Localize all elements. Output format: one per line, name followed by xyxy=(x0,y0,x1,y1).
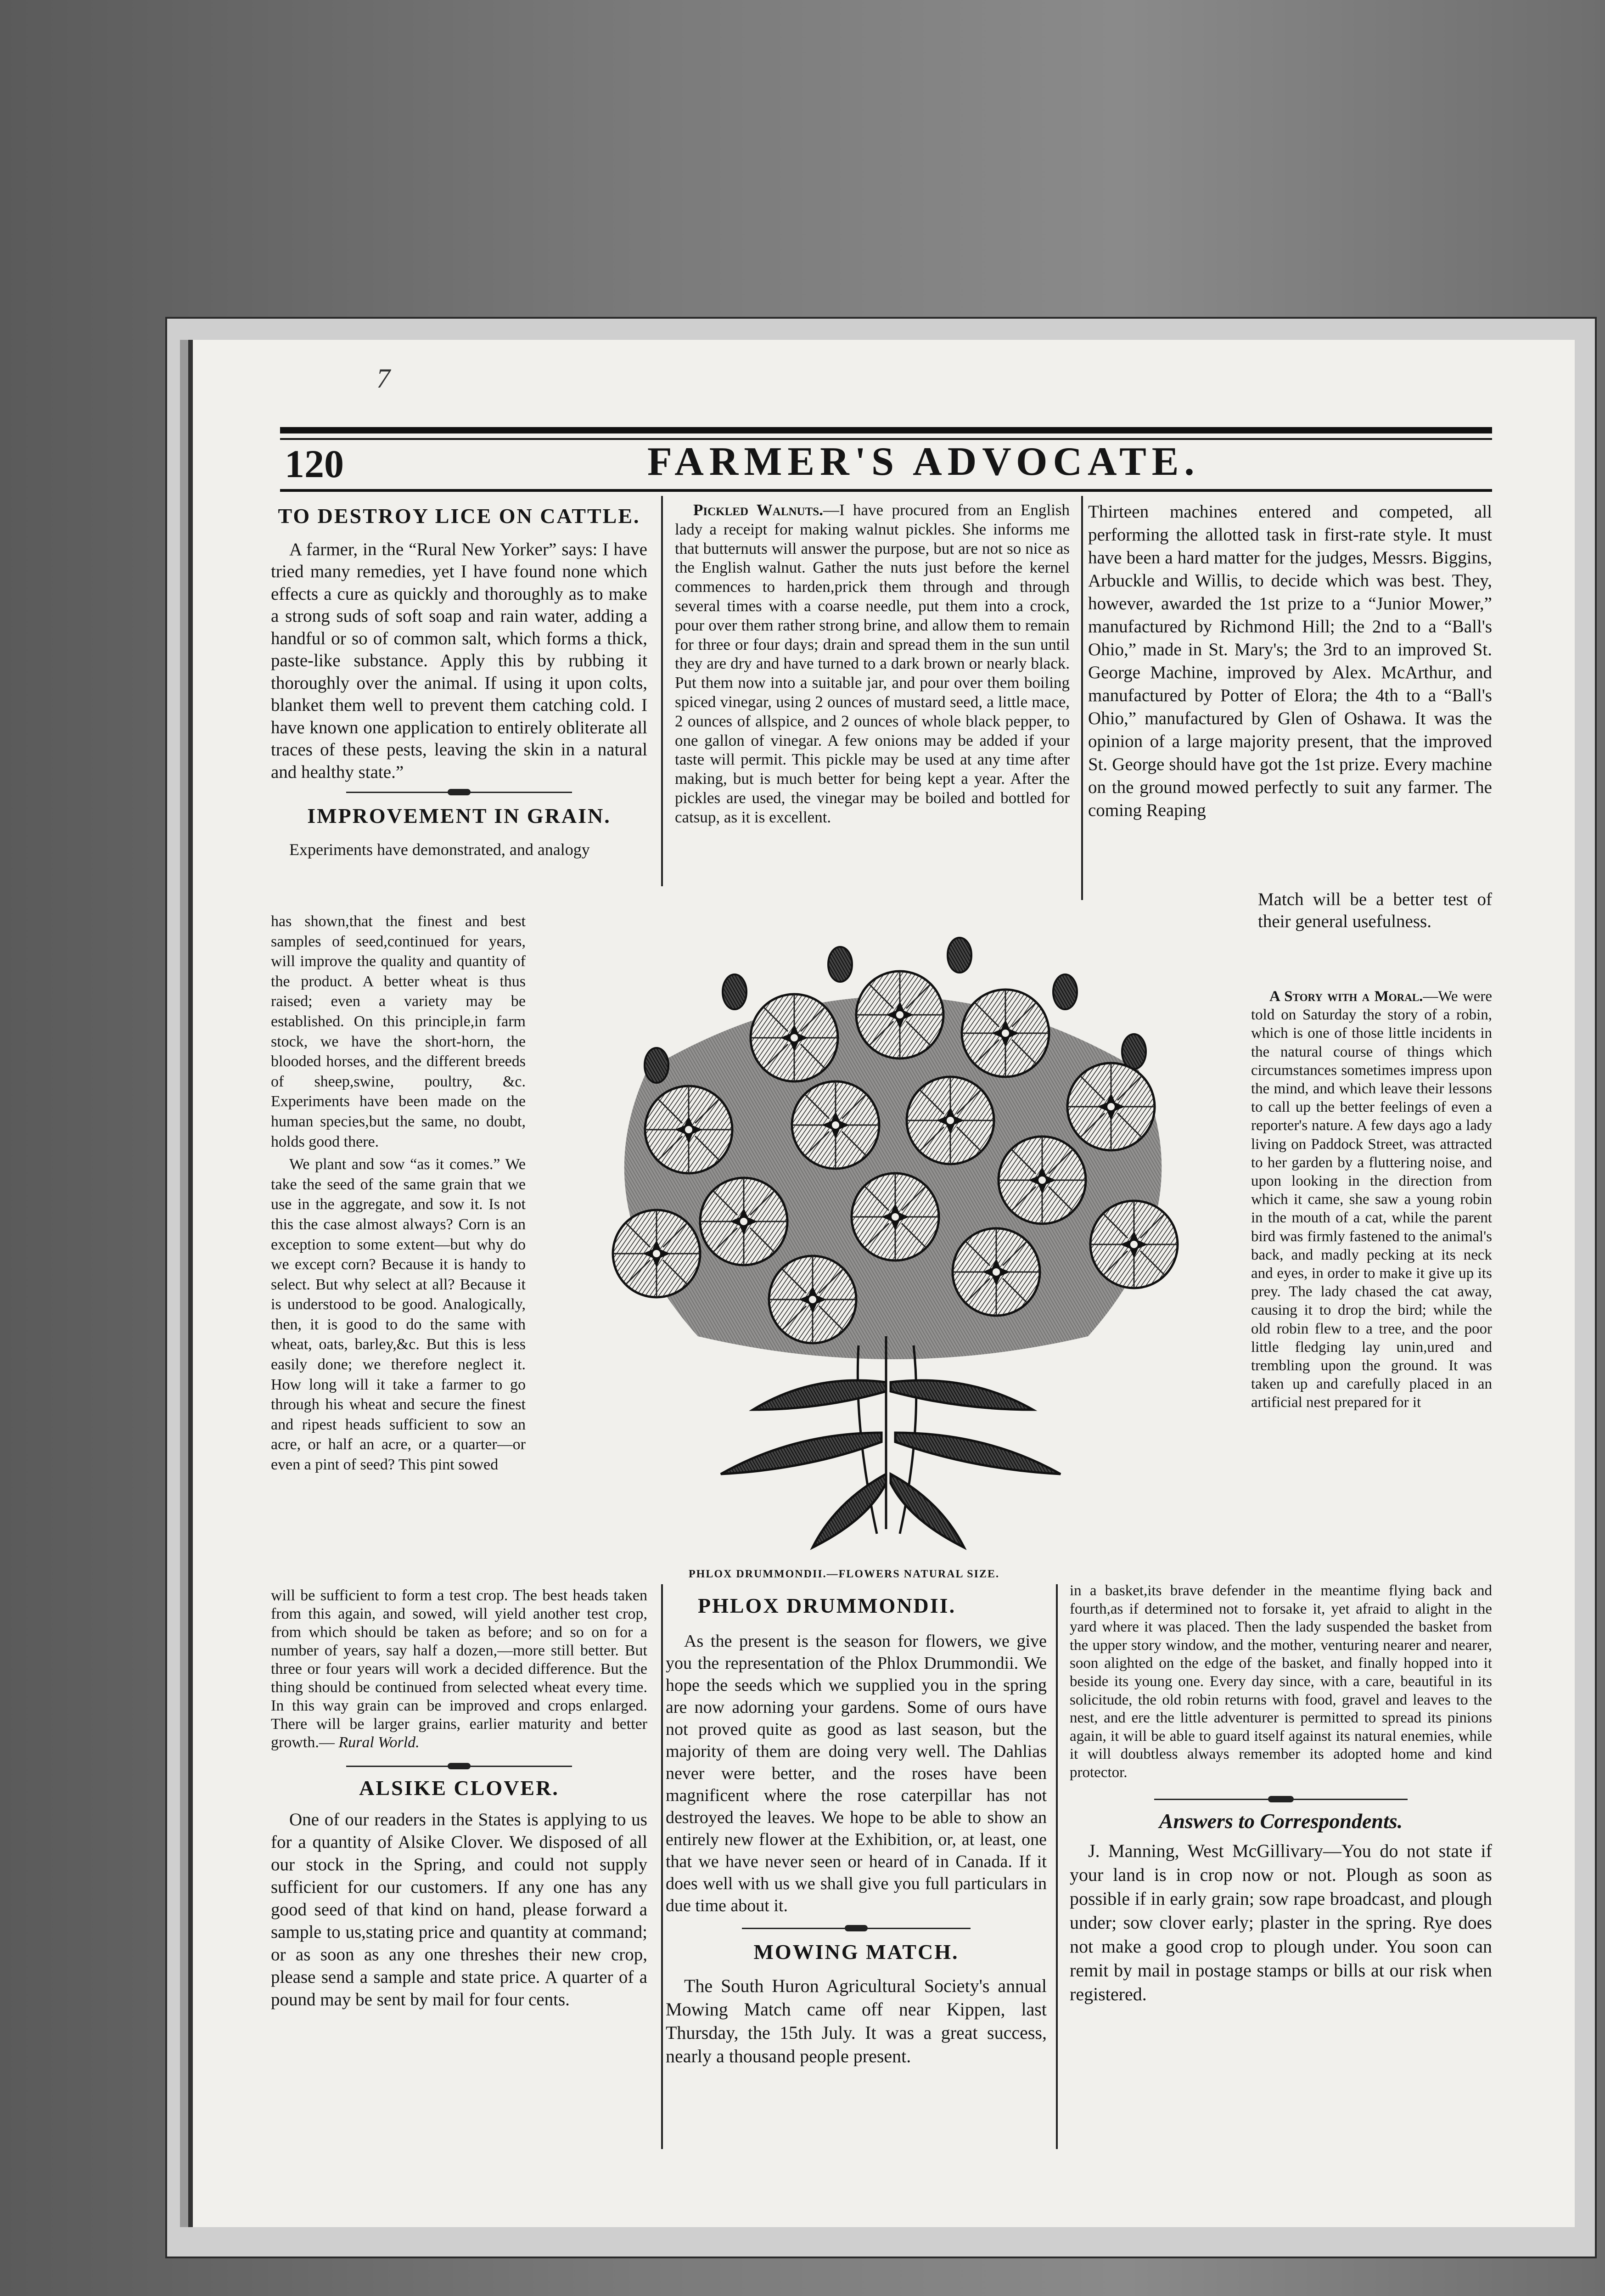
column-1-narrow xyxy=(271,912,526,1478)
robin-article xyxy=(1251,987,1492,1412)
column-rule-right-lower xyxy=(1056,1584,1058,2149)
lice-article: A farmer, in the “Rural New Yorker” says: I have tried many remedies, yet I have found none which effects a cure as quickly and thoroughly as to make a strong suds of soft soap and rain water, adding a handful or so of common salt, which forms a thick, paste-like substance. Apply this by rubbing it thoroughly over the animal. If using it upon colts, blanket them well to prevent them catching cold. I have known one application to entirely obliterate all traces of these pests, leaving the skin in a natural and healthy state.” xyxy=(271,539,647,782)
grain-paragraph-2: We plant and sow “as it comes.” We take the seed of the same grain that we use in the aggregate, and sow it. Is not this the case almost always? Corn is an exception to some extent—but why do we except corn? Because it is handy to select. But why select at all? Because it is understood to be good. Analogically, then, it is good to do the same with wheat, oats, barley,&c. But this is less easily done; we therefore neglect it. How long will it take a farmer to go through his wheat and secure the finest and ripest heads sufficient to sow an acre, or half an acre, or a quarter—or even a pint of seed? This pint sowed xyxy=(271,1156,526,1474)
clover-article: One of our readers in the States is applying to us for a quantity of Alsike Clover. We disposed of all our stock in the Spring, and could not supply sufficient for our customers. If any one has any good seed of that kind on hand, please forward a sample to us,stating price and quantity at command; or as soon as any one threshes their new crop, please send a sample and state price. A quarter of a pound may be sent by mail for four cents. xyxy=(271,1810,647,2009)
column-3-top xyxy=(1088,501,1492,825)
column-rule-right xyxy=(1081,496,1083,900)
phlox-illustration xyxy=(537,923,1249,1561)
mowing-end: Match will be a better test of their general usefulness. xyxy=(1258,889,1492,931)
grain-paragraph-1: has shown,that the finest and best samples of seed,continued for years, will improve the quality and quantity of the product. A better wheat is thus raised; even a variety may be established. On this principle,in farm stock, we have the short-horn, the blooded horses, and the different breeds of sheep,swine, poultry, &c. Experiments have been made on the human species,but the same, no doubt, holds good there. xyxy=(271,913,526,1150)
column-3-mowing-end xyxy=(1258,889,1492,935)
masthead: FARMER'S ADVOCATE. xyxy=(647,439,1200,484)
pencil-mark: 7 xyxy=(376,363,390,394)
column-1-lower xyxy=(271,1587,647,2014)
page-number: 120 xyxy=(285,442,344,486)
walnuts-lead: Pickled Walnuts. xyxy=(693,501,823,519)
phlox-article: As the present is the season for flowers, we give you the representation of the Phlox Drummondii. We hope the seeds which we supplied you in the spring are now adorning your gardens. Some of ours have not proved quite as good as last season, but the majority of them are doing very well. The Dahlias never were better, and the roses have been magnificent where the rose caterpillar has not destroyed the leaves. We hope to be able to show an entirely new flower at the Exhibition, or, at least, one that we have never seen or heard of in Canada. If it does well with us we shall give you full particulars in due time about it. xyxy=(666,1632,1047,1915)
phlox-heading: PHLOX DRUMMONDII. xyxy=(698,1594,956,1617)
grain-paragraph-3 xyxy=(271,1587,647,1752)
flower-cluster xyxy=(613,938,1178,1359)
clover-heading: ALSIKE CLOVER. xyxy=(359,1776,559,1800)
walnuts-article xyxy=(675,501,1070,827)
robin-text: —We were told on Saturday the story of a robin, which is one of those little incidents in the natural course of things which circumstances sometimes impress upon the mind, and which leave their lessons to call up the better feelings of even a reporter's nature. A few days ago a lady living on Paddock Street, was attracted to her garden by a fluttering noise, and upon looking in the direction from which it came, she saw a young robin in the mouth of a cat, while the parent bird was firmly fastened to the animal's back, and madly pecking at its neck and eyes, in order to make it give up its prey. The lady chased the cat away, causing it to drop the bird; while the old robin flew to a tree, and the poor little fledging lay unin,ured and trembling upon the ground. It was taken up and carefully placed in an artificial nest prepared for it xyxy=(1251,988,1492,1411)
robin-continuation: in a basket,its brave defender in the meantime flying back and fourth,as if determined not to forsake it, yet afraid to alight in the yard where it was placed. Then the lady suspended the basket from the upper story window, and the mother, venturing nearer and nearer, soon alighted on the edge of the basket, and finally hopped into it beside its young one. Every day since, with a care, beautiful in its solicitude, the old robin returns with food, gravel and leaves to the nest, and ere the little adventurer is permitted to spread its pinions again, it will be able to guard itself against its natural enemies, while it will doubtless always remember its adopted home and kind protector. xyxy=(1070,1582,1492,1781)
column-2-lower xyxy=(666,1630,1047,2071)
grain-lead: Experiments have demonstrated, and analogy xyxy=(289,840,590,859)
grain-paragraph-3-text: will be sufficient to form a test crop. The best heads taken from this again, and sowed, will yield another test crop, from which should be taken as before; and so on for a number of years, say half a dozen,—more still better. But three or four years will work a decided difference. But the thing should be continued from selected wheat every time. In this way grain can be improved and crops enlarged. There will be larger grains, earlier maturity and better growth.— xyxy=(271,1587,647,1751)
figure-caption: PHLOX DRUMMONDII.—FLOWERS NATURAL SIZE. xyxy=(689,1568,999,1580)
robin-lead: A Story with a Moral. xyxy=(1269,988,1423,1005)
header-rule-bottom xyxy=(280,489,1492,492)
column-3-narrow xyxy=(1251,987,1492,1415)
lice-heading: TO DESTROY LICE ON CATTLE. xyxy=(278,504,640,528)
walnuts-text: —I have procured from an English lady a receipt for making walnut pickles. She informs me that butternuts will answer the purpose, but are not so nice as the English walnut. Gather the nuts just before the kernel commences to harden,prick them through and through several times with a coarse needle, put them into a crock, pour over them rather strong brine, and allow them to remain for three or four days; drain and spread them in the sun until they are dry and have turned to a dark brown or nearly black. Put them now into a suitable jar, and pour over them boiling spiced vinegar, using 2 ounces of mustard seed, a little mace, 2 ounces of allspice, and 2 ounces of whole black pepper, to one gallon of vinegar. A few onions may be added if your taste will permit. This pickle may be used at any time after making, but is much better for being kept a year. After the pickles are used, the vinegar may be boiled and bottled for catsup, as it is excellent. xyxy=(675,501,1070,826)
mowing-continuation: Thirteen machines entered and competed, all performing the allotted task in first-rate style. It must have been a hard matter for the judges, Messrs. Biggins, Arbuckle and Willis, to decide which was best. They, however, awarded the 1st prize to a “Junior Mower,” manufactured by Richmond Hill; the 2nd to a “Ball's Ohio,” made in St. Mary's; the 3rd to an improved St. George Machine, improved by Alex. McArthur, and manufactured by Potter of Elora; the 4th to a “Ball's Ohio,” manufactured by Glen of Oshawa. It was the opinion of a large majority present, that the improved St. George should have got the 1st prize. Every machine on the ground mowed perfectly to suit any farmer. The coming Reaping xyxy=(1088,502,1492,820)
section-divider xyxy=(346,1766,572,1771)
section-divider xyxy=(346,792,572,797)
stems-and-leaves xyxy=(721,1336,1061,1548)
mowing-article: The South Huron Agricultural Society's annual Mowing Match came off near Kippen, last Thursday, the 15th July. It was a great success, nearly a thousand people present. xyxy=(666,1975,1047,2066)
column-3-lower xyxy=(1070,1582,1492,2009)
mowing-heading: MOWING MATCH. xyxy=(753,1940,959,1964)
section-divider xyxy=(1154,1799,1408,1804)
answers-heading: Answers to Correspondents. xyxy=(1159,1809,1403,1833)
answers-article: J. Manning, West McGillivary—You do not state if your land is in crop now or not. Plough as soon as possible if in early grain; sow rape broadcast, and plough under; sow clover early; plaster in the spring. Rye does not make a good crop to plough under. You soon can remit by mail in postage stamps or bills at our risk when registered. xyxy=(1070,1840,1492,2005)
column-2-top xyxy=(675,501,1070,830)
header-rule-top xyxy=(280,427,1492,440)
column-rule-left-lower xyxy=(661,1584,663,2149)
column-1-top xyxy=(271,501,647,863)
column-rule-left xyxy=(661,496,663,886)
grain-source: Rural World. xyxy=(338,1734,420,1751)
section-divider xyxy=(742,1928,971,1933)
grain-heading: IMPROVEMENT IN GRAIN. xyxy=(307,804,611,827)
